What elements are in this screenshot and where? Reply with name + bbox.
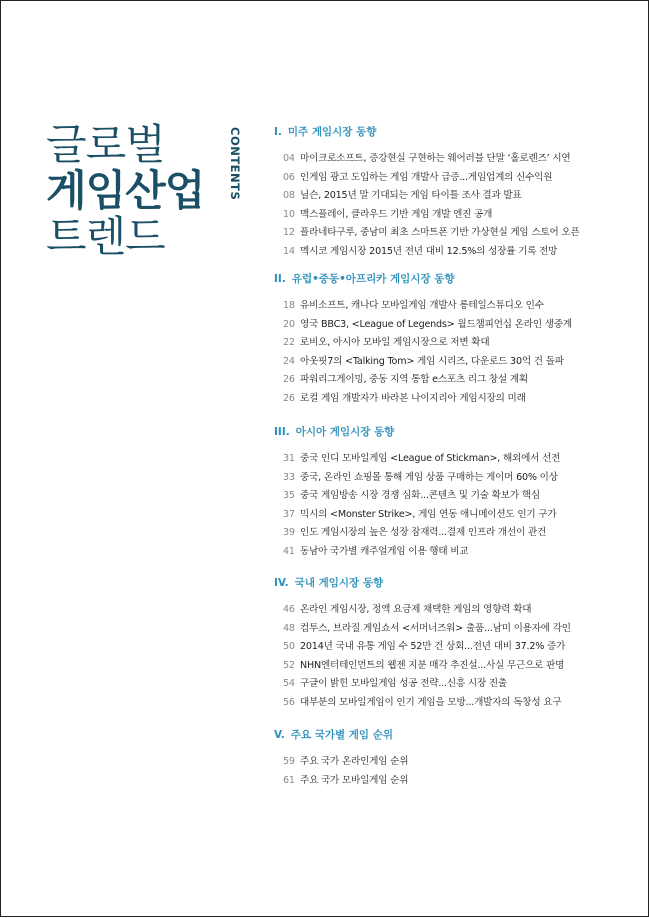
section-title: 주요 국가별 게임 순위: [290, 729, 394, 741]
toc-page-number: 20: [283, 318, 295, 330]
section-title: 미주 게임시장 동향: [287, 126, 377, 138]
toc-page-number: 41: [283, 546, 295, 557]
toc-page-number: 26: [283, 393, 295, 404]
toc-entry[interactable]: [283, 543, 468, 557]
toc-entry-text: 유비소프트, 캐나다 모바일게임 개발사 롱테일스튜디오 인수: [300, 300, 544, 311]
toc-page-number: 24: [283, 355, 295, 367]
toc-entry[interactable]: [283, 506, 556, 520]
toc-entry[interactable]: [283, 316, 572, 330]
toc-page-number: 18: [283, 300, 295, 311]
toc-entry[interactable]: [283, 224, 580, 238]
toc-entry[interactable]: [283, 150, 570, 164]
title-line-2: 게임산업: [46, 166, 205, 215]
toc-entry-text: 맥스플레이, 클라우드 기반 게임 개발 엔진 공개: [300, 208, 493, 220]
toc-entry-text: 아웃핏7의 <Talking Tom> 게임 시리즈, 다운로드 30억 건 돌파: [300, 355, 564, 367]
toc-entry-text: 컴투스, 브라질 게임쇼서 <서머너즈워> 출품...남미 이용자에 각인: [300, 622, 571, 634]
toc-entry-text: 믹시의 <Monster Strike>, 게임 연동 애니메이션도 인기 구가: [300, 508, 557, 520]
toc-page-number: 48: [283, 622, 295, 634]
toc-entry[interactable]: [283, 390, 526, 404]
section-heading[interactable]: [274, 424, 394, 439]
toc-entry[interactable]: [283, 469, 558, 483]
toc-entry-text: NHN엔터테인먼트의 웹젠 지분 매각 추진설...사실 무근으로 판명: [300, 659, 565, 671]
toc-entry-text: 영국 BBC3, <League of Legends> 월드챔피언십 온라인 생중계: [300, 318, 572, 330]
section-heading[interactable]: [274, 271, 455, 286]
section-number: V.: [274, 729, 285, 741]
toc-entry-text: 파워리그게이밍, 중동 지역 통합 e스포츠 리그 창설 계획: [300, 374, 528, 386]
toc-entry-text: 구글이 밝힌 모바일게임 성공 전략...신흥 시장 진출: [300, 678, 507, 690]
toc-page-number: 14: [283, 246, 295, 257]
title-line-3: 트렌드: [46, 212, 165, 261]
toc-entry-text: 중국 게임방송 시장 경쟁 심화...콘텐츠 및 기술 확보가 핵심: [300, 490, 540, 502]
toc-entry[interactable]: [283, 297, 544, 311]
toc-entry-text: 동남아 국가별 캐주얼게임 이용 행태 비교: [300, 546, 469, 557]
title-line-1: 글로벌: [46, 120, 165, 169]
section-number: II.: [274, 273, 286, 285]
toc-page-number: 12: [283, 227, 295, 239]
toc-entry[interactable]: [283, 450, 560, 464]
toc-entry[interactable]: [283, 524, 546, 538]
toc-entry-text: 닐슨, 2015년 말 기대되는 게임 타이틀 조사 결과 발표: [300, 190, 522, 202]
toc-entry[interactable]: [283, 638, 565, 652]
toc-entry[interactable]: [283, 694, 561, 708]
toc-page-number: 10: [283, 208, 295, 220]
toc-entry[interactable]: [283, 753, 408, 767]
toc-entry[interactable]: [283, 334, 489, 348]
toc-entry[interactable]: [283, 620, 571, 634]
section-title: 국내 게임시장 동향: [294, 577, 384, 589]
toc-entry[interactable]: [283, 169, 552, 183]
section-number: IV.: [274, 577, 289, 589]
toc-page-number: 22: [283, 337, 295, 349]
toc-entry-text: 인게임 광고 도입하는 게임 개발사 급증...게임업계의 신수익원: [300, 171, 553, 183]
toc-entry[interactable]: [283, 353, 564, 367]
toc-entry-text: 마이크로소프트, 증강현실 구현하는 웨어러블 단말 ‘홀로렌즈’ 시연: [300, 153, 571, 164]
toc-entry[interactable]: [283, 675, 507, 689]
toc-entry-text: 멕시코 게임시장 2015년 전년 대비 12.5%의 성장률 기록 전망: [300, 246, 558, 257]
toc-entry[interactable]: [283, 371, 528, 385]
toc-entry[interactable]: [283, 601, 531, 615]
toc-page-number: 50: [283, 641, 295, 653]
toc-page-number: 39: [283, 527, 295, 539]
document-title: [46, 122, 204, 260]
toc-entry[interactable]: [283, 206, 492, 220]
toc-page-number: 37: [283, 508, 295, 520]
section-heading[interactable]: [274, 575, 383, 590]
toc-page-number: 33: [283, 471, 295, 483]
toc-page-number: 26: [283, 374, 295, 386]
toc-entry-text: 인도 게임시장의 높은 성장 잠재력...결제 인프라 개선이 관건: [300, 527, 547, 539]
section-number: I.: [274, 126, 282, 138]
toc-entry-text: 주요 국가 모바일게임 순위: [300, 774, 409, 786]
toc-entry[interactable]: [283, 772, 408, 786]
toc-entry-text: 로비오, 아시아 모바일 게임시장으로 저변 확대: [300, 337, 490, 349]
toc-entry-text: 온라인 게임시장, 정액 요금제 채택한 게임의 영향력 확대: [300, 604, 532, 615]
toc-page-number: 06: [283, 171, 295, 183]
toc-page-number: 61: [283, 774, 295, 786]
toc-entry[interactable]: [283, 243, 557, 257]
toc-page-number: 54: [283, 678, 295, 690]
section-heading[interactable]: [274, 727, 393, 742]
toc-entry-text: 로컬 게임 개발자가 바라본 나이지리아 게임시장의 미래: [300, 393, 526, 404]
section-title: 아시아 게임시장 동향: [295, 426, 395, 438]
toc-entry[interactable]: [283, 187, 522, 201]
toc-entry-text: 중국 인디 모바일게임 <League of Stickman>, 해외에서 선전: [300, 453, 561, 464]
toc-page-number: 56: [283, 697, 295, 708]
contents-label: CONTENTS: [228, 127, 242, 201]
section-title: 유럽•중동•아프리카 게임시장 동향: [291, 273, 455, 285]
toc-entry[interactable]: [283, 487, 540, 501]
toc-entry[interactable]: [283, 657, 564, 671]
section-number: III.: [274, 426, 290, 438]
toc-entry-text: 중국, 온라인 쇼핑몰 통해 게임 상품 구매하는 게이머 60% 이상: [300, 471, 558, 483]
toc-page-number: 04: [283, 153, 295, 164]
toc-page-number: 59: [283, 756, 295, 767]
section-heading[interactable]: [274, 124, 376, 139]
toc-page-number: 52: [283, 659, 295, 671]
toc-entry-text: 주요 국가 온라인게임 순위: [300, 756, 409, 767]
toc-entry-text: 플라네타구루, 중남미 최초 스마트폰 기반 가상현실 게임 스토어 오픈: [300, 227, 580, 239]
toc-page-number: 46: [283, 604, 295, 615]
toc-page-number: 35: [283, 490, 295, 502]
toc-page-number: 08: [283, 190, 295, 202]
toc-entry-text: 2014년 국내 유통 게임 수 52만 건 상회...전년 대비 37.2% 증가: [300, 641, 566, 653]
toc-entry-text: 대부분의 모바일게임이 인기 게임을 모방...개발자의 독창성 요구: [300, 697, 562, 708]
toc-page-number: 31: [283, 453, 295, 464]
